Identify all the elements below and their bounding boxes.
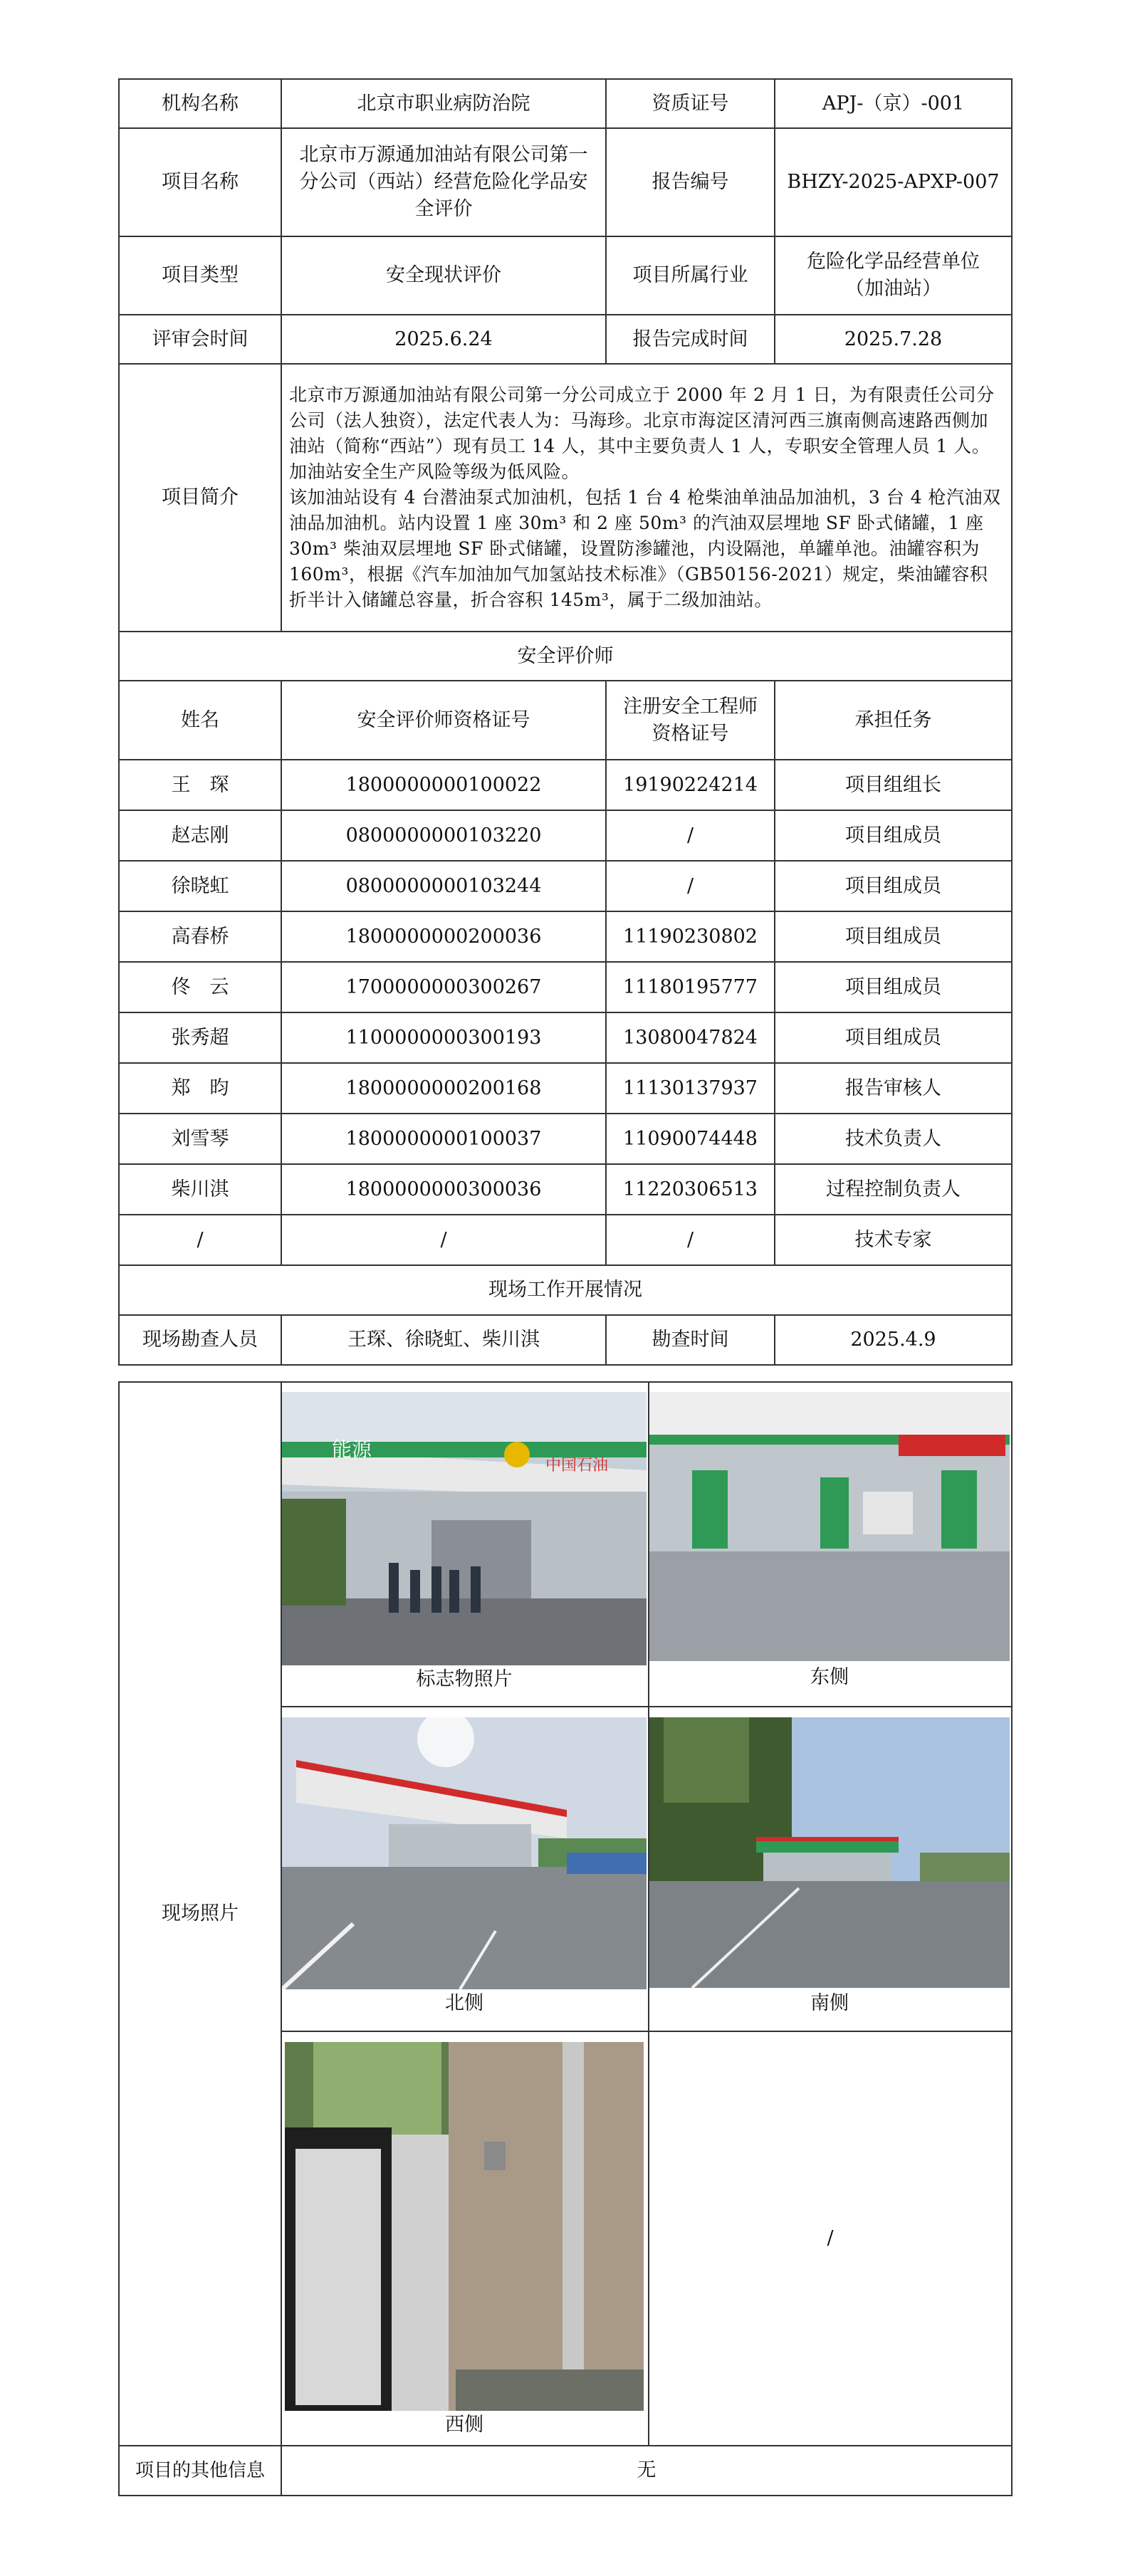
cert-value: APJ-（京）-001 bbox=[775, 79, 1012, 128]
photo-caption-south: 南侧 bbox=[810, 1992, 849, 2014]
engineer-cert: 11090074448 bbox=[606, 1114, 775, 1164]
table-row bbox=[119, 911, 1012, 962]
assessor-cert: 0800000000103244 bbox=[281, 861, 606, 911]
photo-west bbox=[285, 2042, 644, 2411]
industry-value: 危险化学品经营单位（加油站） bbox=[775, 236, 1012, 315]
assessor-name: 郑 昀 bbox=[119, 1063, 281, 1114]
assessor-name: 徐晓虹 bbox=[119, 861, 281, 911]
assessor-name: 刘雪琴 bbox=[119, 1114, 281, 1164]
assessor-task: 项目组组长 bbox=[775, 760, 1012, 810]
photo-south bbox=[649, 1717, 1010, 1988]
assessor-cert: 1100000000300193 bbox=[281, 1012, 606, 1063]
assessor-task: 项目组成员 bbox=[775, 861, 1012, 911]
assessor-cert: 1800000000300036 bbox=[281, 1164, 606, 1215]
assessor-task: 项目组成员 bbox=[775, 911, 1012, 962]
project-label: 项目名称 bbox=[119, 128, 281, 236]
header-engineer-cert: 注册安全工程师资格证号 bbox=[606, 681, 775, 760]
cert-label: 资质证号 bbox=[606, 79, 775, 128]
engineer-cert: / bbox=[606, 861, 775, 911]
assessor-task: 项目组成员 bbox=[775, 962, 1012, 1012]
assessor-cert: 0800000000103220 bbox=[281, 810, 606, 861]
evaluation-info-table bbox=[118, 78, 1013, 1366]
sign-text-2: 中国石油 bbox=[545, 1457, 609, 1475]
assessor-cert: / bbox=[281, 1215, 606, 1265]
type-label: 项目类型 bbox=[119, 236, 281, 315]
intro-label: 项目简介 bbox=[119, 364, 281, 632]
table-row bbox=[119, 760, 1012, 810]
photo-caption-landmark: 标志物照片 bbox=[416, 1668, 513, 1690]
table-row bbox=[119, 810, 1012, 861]
assessor-cert: 1800000000200036 bbox=[281, 911, 606, 962]
table-row bbox=[119, 1164, 1012, 1215]
assessor-name: 王 琛 bbox=[119, 760, 281, 810]
assessor-task: 过程控制负责人 bbox=[775, 1164, 1012, 1215]
engineer-cert: 11220306513 bbox=[606, 1164, 775, 1215]
assessor-task: 项目组成员 bbox=[775, 810, 1012, 861]
site-section-title: 现场工作开展情况 bbox=[119, 1265, 1012, 1315]
table-row bbox=[119, 962, 1012, 1012]
engineer-cert: / bbox=[606, 810, 775, 861]
org-label: 机构名称 bbox=[119, 79, 281, 128]
sign-text-1: 能源 bbox=[332, 1438, 372, 1461]
survey-staff-label: 现场勘查人员 bbox=[119, 1315, 281, 1365]
table-row bbox=[119, 1012, 1012, 1063]
engineer-cert: 13080047824 bbox=[606, 1012, 775, 1063]
project-value: 北京市万源通加油站有限公司第一分公司（西站）经营危险化学品安全评价 bbox=[281, 128, 606, 236]
photo-landmark bbox=[282, 1392, 647, 1665]
table-row bbox=[119, 1114, 1012, 1164]
photo-caption-west: 西侧 bbox=[445, 2414, 483, 2436]
report-no-label: 报告编号 bbox=[606, 128, 775, 236]
photo-east bbox=[649, 1392, 1010, 1661]
report-no-value: BHZY-2025-APXP-007 bbox=[775, 128, 1012, 236]
photos-label: 现场照片 bbox=[119, 1382, 281, 2446]
empty-photo-cell: / bbox=[649, 2031, 1012, 2446]
engineer-cert: / bbox=[606, 1215, 775, 1265]
assessor-task: 项目组成员 bbox=[775, 1012, 1012, 1063]
assessor-cert: 1700000000300267 bbox=[281, 962, 606, 1012]
assessor-name: 高春桥 bbox=[119, 911, 281, 962]
project-intro bbox=[281, 364, 1012, 632]
other-info-value: 无 bbox=[281, 2446, 1012, 2496]
engineer-cert: 11190230802 bbox=[606, 911, 775, 962]
engineer-cert: 19190224214 bbox=[606, 760, 775, 810]
assessor-cert: 1800000000200168 bbox=[281, 1063, 606, 1114]
assessor-task: 技术负责人 bbox=[775, 1114, 1012, 1164]
survey-time-label: 勘查时间 bbox=[606, 1315, 775, 1365]
survey-staff-value: 王琛、徐晓虹、柴川淇 bbox=[281, 1315, 606, 1365]
table-row bbox=[119, 1063, 1012, 1114]
assessor-name: 赵志刚 bbox=[119, 810, 281, 861]
photo-caption-north: 北侧 bbox=[445, 1992, 483, 2014]
assessor-name: 柴川淇 bbox=[119, 1164, 281, 1215]
org-value: 北京市职业病防治院 bbox=[281, 79, 606, 128]
review-label: 评审会时间 bbox=[119, 315, 281, 364]
survey-time-value: 2025.4.9 bbox=[775, 1315, 1012, 1365]
industry-label: 项目所属行业 bbox=[606, 236, 775, 315]
review-value: 2025.6.24 bbox=[281, 315, 606, 364]
other-info-label: 项目的其他信息 bbox=[119, 2446, 281, 2496]
header-assessor-cert: 安全评价师资格证号 bbox=[281, 681, 606, 760]
assessor-cert: 1800000000100037 bbox=[281, 1114, 606, 1164]
type-value: 安全现状评价 bbox=[281, 236, 606, 315]
assessor-name: 佟 云 bbox=[119, 962, 281, 1012]
engineer-cert: 11130137937 bbox=[606, 1063, 775, 1114]
assessors-section-title: 安全评价师 bbox=[119, 632, 1012, 681]
finish-value: 2025.7.28 bbox=[775, 315, 1012, 364]
finish-label: 报告完成时间 bbox=[606, 315, 775, 364]
table-row bbox=[119, 1215, 1012, 1265]
engineer-cert: 11180195777 bbox=[606, 962, 775, 1012]
assessor-name: 张秀超 bbox=[119, 1012, 281, 1063]
photo-north bbox=[282, 1717, 647, 1989]
intro-paragraph-1: 北京市万源通加油站有限公司第一分公司成立于 2000 年 2 月 1 日，为有限责任公司分公司（法人独资），法定代表人为：马海珍。北京市海淀区清河西三旗南侧高速路西侧加油站（简称“西站”）现有员工 14 人，其中主要负责人 1 人，专职安全管理人员 1 人。加油站安全生产风险等级为低风险。 bbox=[289, 384, 995, 482]
table-row bbox=[119, 861, 1012, 911]
assessor-cert: 1800000000100022 bbox=[281, 760, 606, 810]
assessor-task: 报告审核人 bbox=[775, 1063, 1012, 1114]
header-name: 姓名 bbox=[119, 681, 281, 760]
intro-paragraph-2: 该加油站设有 4 台潜油泵式加油机，包括 1 台 4 枪柴油单油品加油机，3 台 4 枪汽油双油品加油机。站内设置 1 座 30m³ 和 2 座 50m³ 的汽油双层埋地 SF 卧式储罐，1 座 30m³ 柴油双层埋地 SF 卧式储罐，设置防渗罐池，内设隔池，单罐单池。油罐容积为 160m³，根据《汽车加油加气加氢站技术标准》（GB50156-2021）规定，柴油罐容积折半计入储罐总容量，折合容积 145m³，属于二级加油站。 bbox=[289, 487, 1001, 610]
assessor-name: / bbox=[119, 1215, 281, 1265]
header-task: 承担任务 bbox=[775, 681, 1012, 760]
photo-caption-east: 东侧 bbox=[810, 1666, 849, 1688]
assessor-task: 技术专家 bbox=[775, 1215, 1012, 1265]
